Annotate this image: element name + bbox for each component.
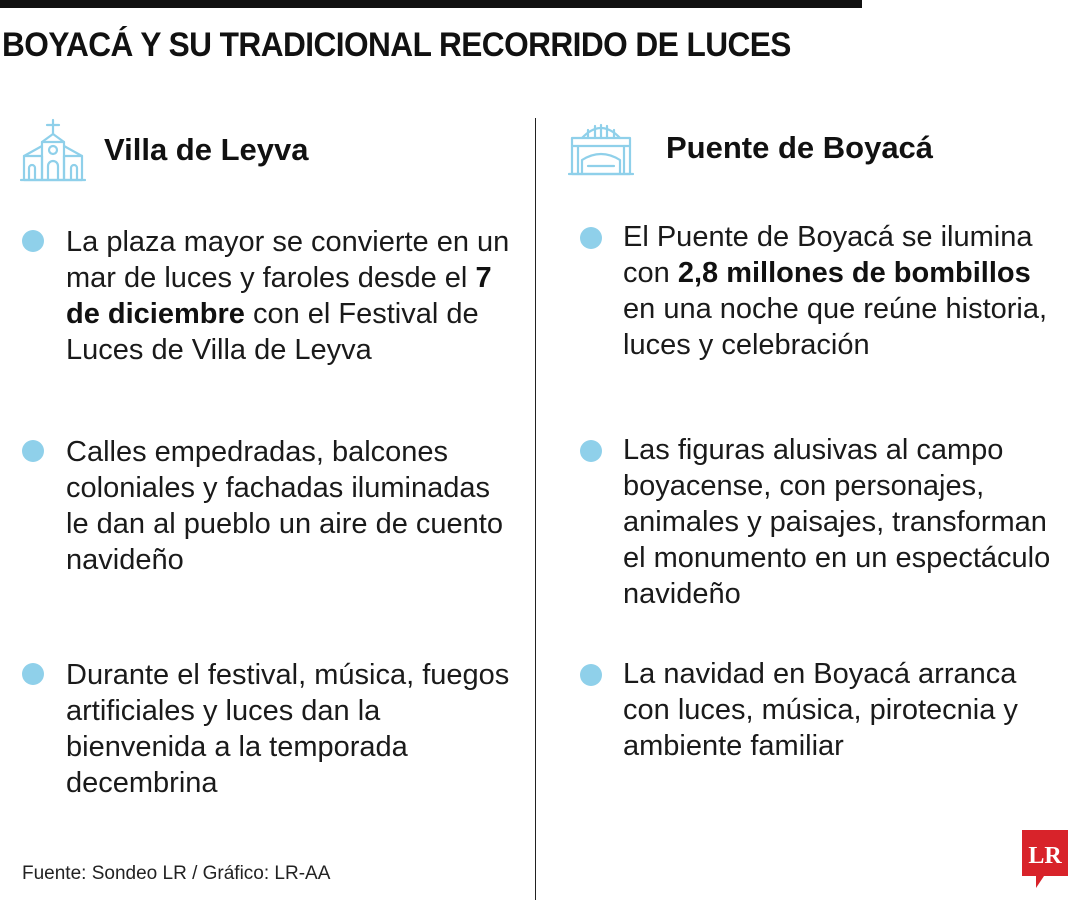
list-item: El Puente de Boyacá se ilumina con 2,8 millones de bombillos en una noche que reúne historia, luces y celebración bbox=[623, 219, 1063, 363]
bullet-dot bbox=[22, 663, 44, 685]
section-title-left: Villa de Leyva bbox=[104, 132, 309, 167]
section-title-right: Puente de Boyacá bbox=[666, 130, 934, 165]
top-rule bbox=[0, 0, 862, 8]
bullet-dot bbox=[580, 664, 602, 686]
list-item: La plaza mayor se convierte en un mar de luces y faroles desde el 7 de diciembre con el Festival de Luces de Villa de Leyva bbox=[66, 224, 516, 368]
bullet-dot bbox=[22, 230, 44, 252]
bullet-dot bbox=[22, 440, 44, 462]
lr-logo bbox=[1022, 830, 1068, 888]
column-divider bbox=[535, 118, 536, 900]
section-header-puente-de-boyaca bbox=[568, 116, 933, 180]
church-icon bbox=[20, 118, 86, 182]
source-note: Fuente: Sondeo LR / Gráfico: LR-AA bbox=[22, 863, 331, 884]
bridge-icon bbox=[568, 116, 634, 180]
bullet-dot bbox=[580, 440, 602, 462]
bullet-dot bbox=[580, 227, 602, 249]
page-title: BOYACÁ Y SU TRADICIONAL RECORRIDO DE LUCES bbox=[2, 26, 791, 64]
section-header-villa-de-leyva bbox=[20, 118, 309, 182]
list-item: Calles empedradas, balcones coloniales y fachadas iluminadas le dan al pueblo un aire de cuento navideño bbox=[66, 434, 516, 578]
svg-text:LR: LR bbox=[1028, 843, 1062, 869]
list-item: Las figuras alusivas al campo boyacense, con personajes, animales y paisajes, transforman el monumento en un espectáculo navideño bbox=[623, 432, 1063, 612]
list-item: Durante el festival, música, fuegos artificiales y luces dan la bienvenida a la temporada decembrina bbox=[66, 657, 516, 801]
list-item: La navidad en Boyacá arranca con luces, música, pirotecnia y ambiente familiar bbox=[623, 656, 1063, 764]
